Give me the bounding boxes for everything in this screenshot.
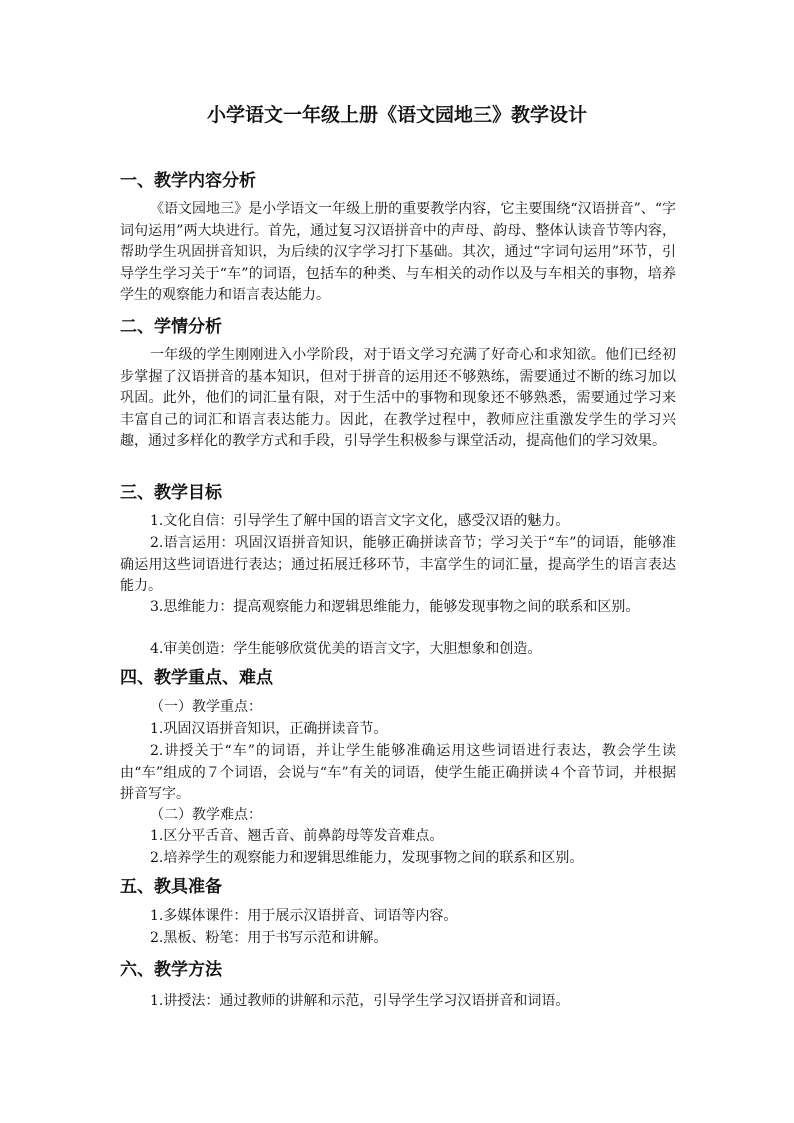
section-heading-teaching-aids: 五、教具准备	[120, 877, 222, 897]
section-paragraph-student-analysis: 一年级的学生刚刚进入小学阶段，对于语文学习充满了好奇心和求知欲。他们已经初步掌握了汉语拼音的基本知识，但对于拼音的运用还不够熟练，需要通过不断的练习加以巩固。此外，他们的词汇量有限，对于生活中的事物和现象还不够熟悉，需要通过学习来丰富自己的词汇和语言表达能力。因此，在教学过程中，教师应注重激发学生的学习兴趣，通过多样化的教学方式和手段，引导学生积极参与课堂活动，提高他们的学习效果。	[120, 347, 676, 450]
key-point-item: 2.讲授关于“车”的词语，并让学生能够准确运用这些词语进行表达，教会学生读由“车”组成的７个词语，会说与“车”有关的词语，使学生能正确拼读４个音节词，并根据拼音写字。	[120, 743, 676, 803]
objective-item: 3.思维能力：提高观察能力和逻辑思维能力，能够发现事物之间的联系和区别。	[150, 599, 640, 615]
teaching-aid-item: 2.黑板、粉笔：用于书写示范和讲解。	[150, 930, 388, 946]
section-heading-content-analysis: 一、教学内容分析	[120, 171, 256, 191]
section-heading-student-analysis: 二、学情分析	[120, 317, 222, 337]
difficulty-item: 2.培养学生的观察能力和逻辑思维能力，发现事物之间的联系和区别。	[150, 850, 584, 866]
section-heading-objectives: 三、教学目标	[120, 483, 222, 503]
difficulty-item: 1.区分平舌音、翘舌音、前鼻韵母等发音难点。	[150, 828, 444, 844]
section-heading-teaching-methods: 六、教学方法	[120, 960, 222, 980]
objective-item: 2.语言运用：巩固汉语拼音知识，能够正确拼读音节；学习关于“车”的词语，能够准确运用这些词语进行表达；通过拓展迁移环节，丰富学生的词汇量，提高学生的语言表达能力。	[120, 535, 676, 595]
subheading-difficulties: （二）教学难点：	[150, 807, 262, 823]
teaching-aid-item: 1.多媒体课件：用于展示汉语拼音、词语等内容。	[150, 908, 458, 924]
section-heading-key-points: 四、教学重点、难点	[120, 668, 273, 688]
subheading-key-points: （一）教学重点：	[150, 699, 262, 715]
objective-item: 1.文化自信：引导学生了解中国的语言文字文化，感受汉语的魅力。	[150, 513, 570, 529]
key-point-item: 1.巩固汉语拼音知识，正确拼读音节。	[150, 721, 388, 737]
section-paragraph-content-analysis: 《语文园地三》是小学语文一年级上册的重要教学内容，它主要围绕“汉语拼音”、“字词句运用”两大块进行。首先，通过复习汉语拼音中的声母、韵母、整体认读音节等内容，帮助学生巩固拼音知识，为后续的汉字学习打下基础。其次，通过“字词句运用”环节，引导学生学习关于“车”的词语，包括车的种类、与车相关的动作以及与车相关的事物，培养学生的观察能力和语言表达能力。	[120, 201, 676, 304]
teaching-method-item: 1.讲授法：通过教师的讲解和示范，引导学生学习汉语拼音和词语。	[150, 993, 570, 1009]
document-title: 小学语文一年级上册《语文园地三》教学设计	[206, 104, 587, 126]
objective-item: 4.审美创造：学生能够欣赏优美的语言文字，大胆想象和创造。	[150, 641, 542, 657]
